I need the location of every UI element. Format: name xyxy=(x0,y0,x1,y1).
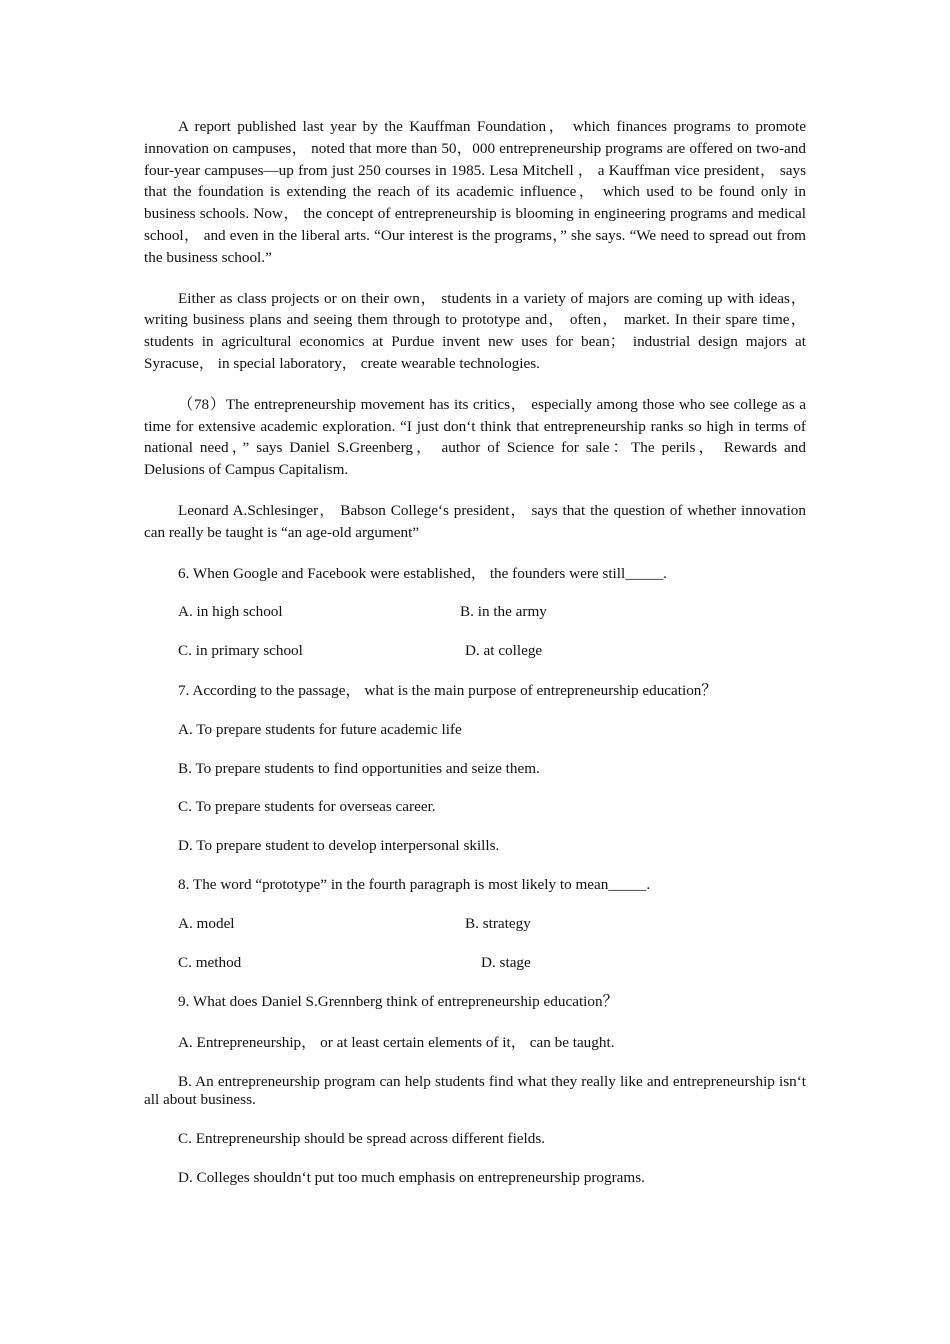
passage-paragraph-4: Leonard A.Schlesinger， Babson College‘s president， says that the question of whether innovation can really be taught is “an age-old argument” xyxy=(144,501,806,541)
question-6-option-a: A. in high school xyxy=(178,603,283,621)
question-6-stem: 6. When Google and Facebook were established， the founders were still_____. xyxy=(178,564,667,582)
question-7-option-d: D. To prepare student to develop interpersonal skills. xyxy=(178,837,500,855)
question-9-stem: 9. What does Daniel S.Grennberg think of entrepreneurship education？ xyxy=(178,993,618,1011)
question-6-option-b: B. in the army xyxy=(460,603,547,621)
question-6-options-row-2 xyxy=(144,640,806,662)
question-6-option-c: C. in primary school xyxy=(178,642,303,660)
question-6-option-d: D. at college xyxy=(465,642,543,660)
question-7-stem: 7. According to the passage， what is the main purpose of entrepreneurship education？ xyxy=(178,681,717,699)
question-7-option-c: C. To prepare students for overseas career. xyxy=(178,798,436,816)
question-7-option-a: A. To prepare students for future academic life xyxy=(178,720,462,738)
question-9-option-b: B. An entrepreneurship program can help students find what they really like and entrepreneurship isn‘t all about business. xyxy=(144,1072,806,1108)
question-8-option-c: C. method xyxy=(178,953,242,971)
question-9 xyxy=(144,991,806,1188)
document-page xyxy=(144,116,806,1189)
question-8-options-row-2 xyxy=(144,952,806,974)
question-7 xyxy=(144,680,806,857)
passage-paragraph-3: （78）The entrepreneurship movement has its critics， especially among those who see college as a time for extensive academic exploration. “I just don‘t think that entrepreneurship ranks so high in terms of national need，” says Daniel S.Greenberg， author of Science for sale：The perils， Rewards and Delusions of Campus Capitalism. xyxy=(144,395,806,479)
question-8-stem: 8. The word “prototype” in the fourth paragraph is most likely to mean_____. xyxy=(178,875,651,893)
question-8-option-d: D. stage xyxy=(481,953,531,971)
question-8-options-row-1 xyxy=(144,913,806,935)
question-6 xyxy=(144,563,806,662)
question-9-option-a: A. Entrepreneurship， or at least certain elements of it， can be taught. xyxy=(178,1034,615,1052)
question-8 xyxy=(144,874,806,973)
passage-paragraph-2: Either as class projects or on their own， students in a variety of majors are coming up with ideas， writing business plans and seeing them through to prototype and， often， market. In their spare time， students in agricultural economics at Purdue invent new uses for bean； industrial design majors at Syracuse， in special laboratory， create wearable technologies. xyxy=(144,289,806,372)
question-9-option-d: D. Colleges shouldn‘t put too much emphasis on entrepreneurship programs. xyxy=(178,1168,645,1186)
question-7-option-b: B. To prepare students to find opportunities and seize them. xyxy=(178,759,540,777)
question-8-option-b: B. strategy xyxy=(465,914,531,932)
question-6-options-row-1 xyxy=(144,601,806,623)
question-9-option-c: C. Entrepreneurship should be spread across different fields. xyxy=(178,1129,546,1147)
passage-paragraph-1: A report published last year by the Kauffman Foundation， which finances programs to promote innovation on campuses， noted that more than 50，000 entrepreneurship programs are offered on two-and four-year campuses—up from just 250 courses in 1985. Lesa Mitchell ， a Kauffman vice president， says that the foundation is extending the reach of its academic influence， which used to be found only in business schools. Now， the concept of entrepreneurship is blooming in engineering programs and medical school， and even in the liberal arts. “Our interest is the programs，” she says. “We need to spread out from the business school.” xyxy=(144,118,806,266)
question-8-option-a: A. model xyxy=(178,914,235,932)
